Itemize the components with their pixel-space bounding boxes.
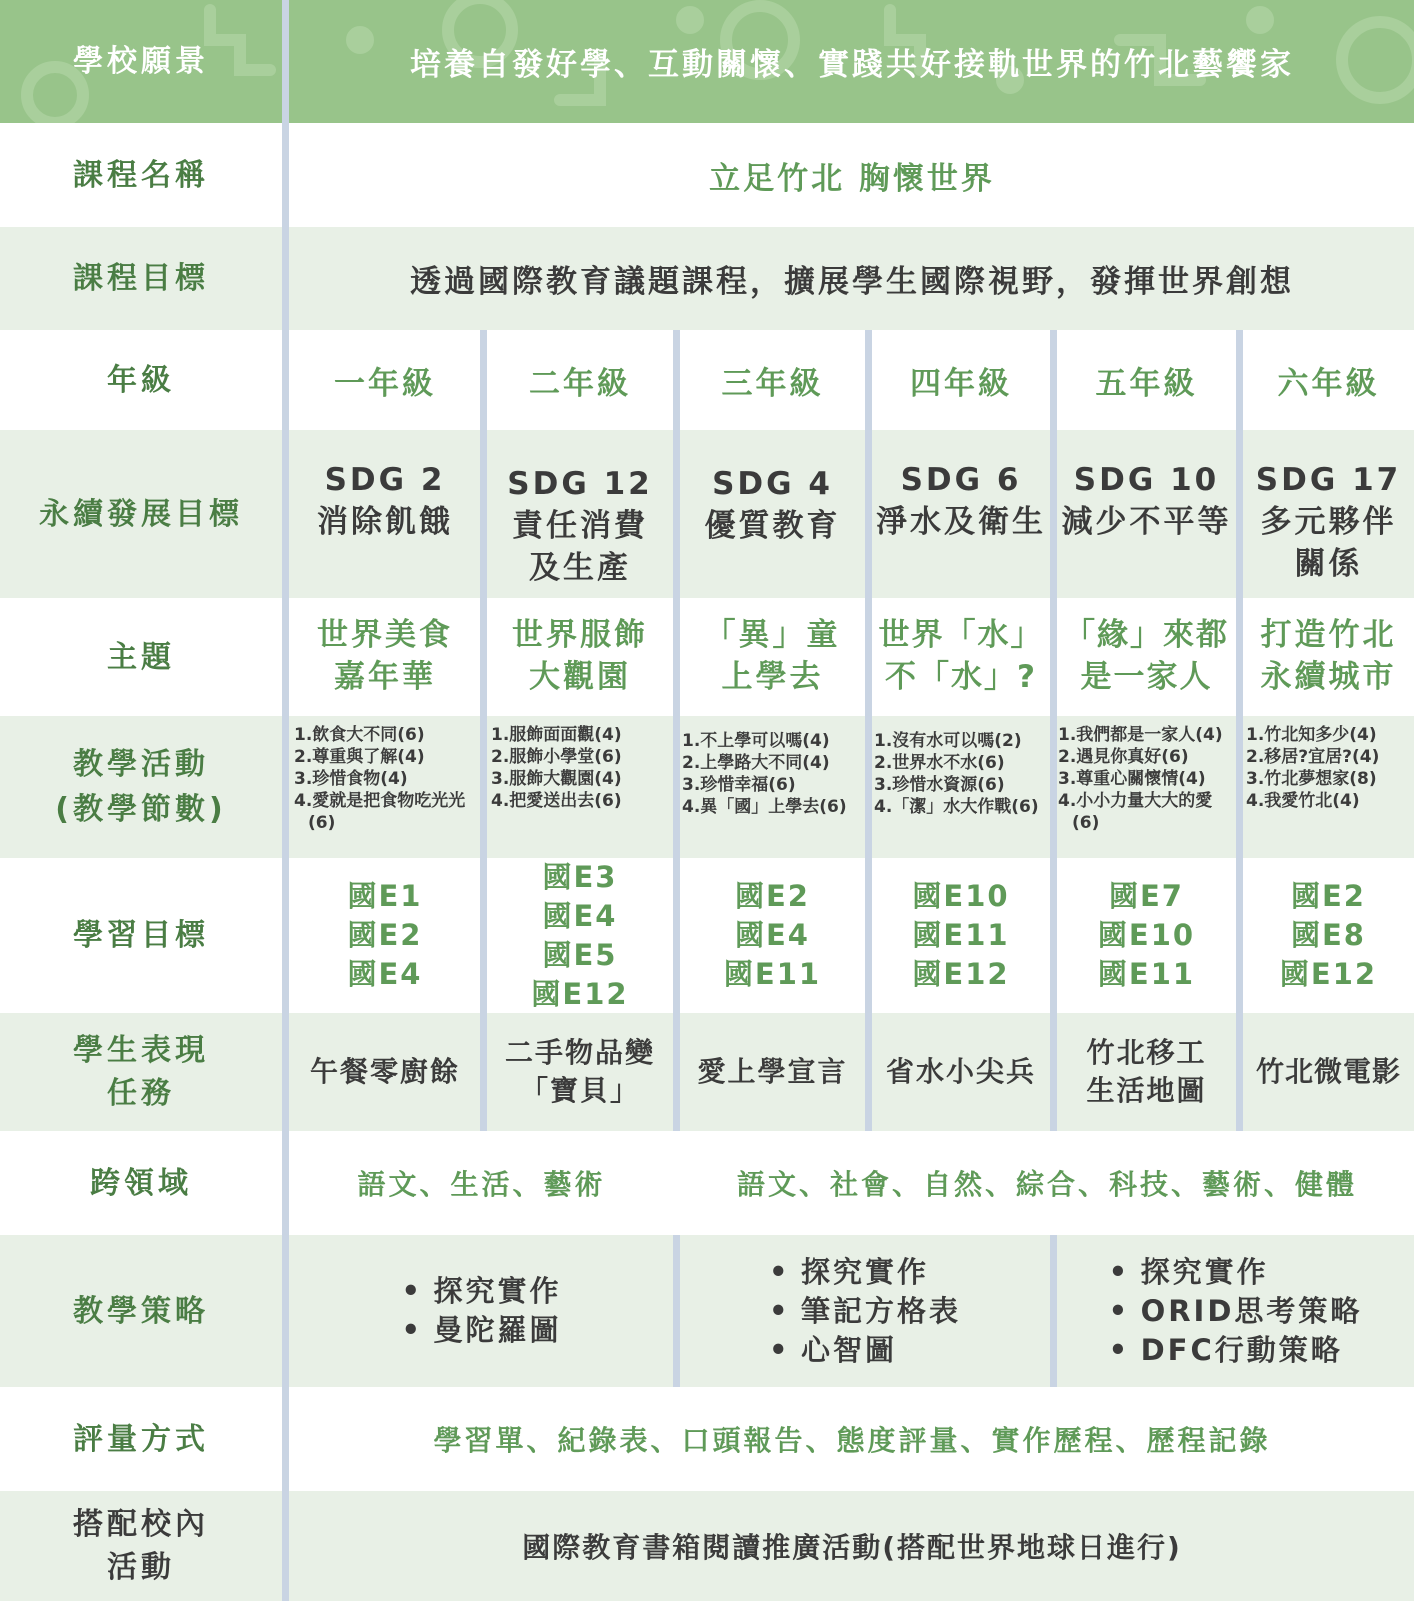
sdg-row — [0, 430, 1414, 598]
sdg-label: 永續發展目標 — [39, 496, 243, 532]
theme-label: 主題 — [107, 639, 175, 675]
activities-2 — [491, 716, 673, 858]
grade-2: 二年級 — [529, 365, 631, 402]
sdg-code: SDG 2 — [324, 462, 446, 498]
activity-item: 3.竹北夢想家(8) — [1246, 769, 1377, 789]
task-2: 二手物品變 「寶貝」 — [504, 1036, 655, 1107]
activity-item: 3.珍惜水資源(6) — [874, 775, 1005, 795]
grade-5: 五年級 — [1095, 365, 1198, 402]
vision-label: 學校願景 — [73, 44, 209, 79]
school-activity-label: 搭配校內 活動 — [73, 1506, 209, 1585]
school-activity-text: 國際教育書箱閱讀推廣活動(搭配世界地球日進行) — [522, 1531, 1182, 1564]
column-divider — [1050, 330, 1057, 1131]
activity-item: 1.飲食大不同(6) — [294, 725, 425, 745]
activity-item: 1.竹北知多少(4) — [1246, 725, 1377, 745]
assessment-text: 學習單、紀錄表、口頭報告、態度評量、實作歷程、歷程記錄 — [433, 1424, 1271, 1457]
goal-code: 國E4 — [347, 957, 423, 991]
strategy-list — [401, 1272, 561, 1350]
course-goal-row — [0, 227, 1414, 330]
sdg-6 — [1243, 430, 1414, 598]
activity-list — [1246, 724, 1379, 812]
activity-item: 4.小小力量大大的愛(6) — [1058, 791, 1213, 833]
theme-5: 「緣」來都 是一家人 — [1064, 617, 1229, 695]
assessment-row — [0, 1387, 1414, 1491]
sdg-code: SDG 17 — [1255, 462, 1402, 498]
activities-row — [0, 716, 1414, 858]
activity-item: 1.不上學可以嗎(4) — [682, 731, 830, 751]
goal-code: 國E8 — [1291, 918, 1366, 952]
theme-2: 世界服飾 大觀園 — [512, 617, 648, 695]
learning-goals-4 — [872, 858, 1050, 1013]
course-goal-text: 透過國際教育議題課程，擴展學生國際視野，發揮世界創想 — [410, 264, 1294, 300]
activity-list — [1058, 724, 1238, 834]
goal-code: 國E4 — [735, 918, 810, 952]
assessment-label: 評量方式 — [73, 1421, 209, 1457]
strategy-group-3 — [1057, 1235, 1414, 1387]
task-3: 愛上學宣言 — [697, 1055, 848, 1089]
goal-code: 國E10 — [912, 879, 1010, 913]
activities-1 — [294, 716, 480, 858]
strategy-item: • 曼陀羅圖 — [401, 1311, 561, 1350]
activity-item: 4.我愛竹北(4) — [1246, 791, 1360, 811]
strategy-item: • 心智圖 — [769, 1331, 961, 1370]
learning-goals-5 — [1057, 858, 1236, 1013]
activity-item: 4.異「國」上學去(6) — [682, 797, 847, 817]
cross-domain-row — [0, 1131, 1414, 1235]
learning-goals-2 — [487, 858, 673, 1013]
strategy-item: • 探究實作 — [1109, 1253, 1363, 1292]
activities-label-line2: (教學節數) — [55, 792, 227, 827]
grade-3: 三年級 — [721, 365, 824, 402]
goal-code: 國E12 — [531, 976, 629, 1011]
activities-label-line1: 教學活動 — [73, 747, 209, 782]
activity-item: 2.世界水不水(6) — [874, 753, 1005, 773]
strategy-list — [1109, 1253, 1363, 1370]
theme-3: 「異」童 上學去 — [704, 617, 841, 695]
task-1: 午餐零廚餘 — [309, 1055, 460, 1089]
goal-code: 國E4 — [542, 898, 618, 933]
task-5: 竹北移工 生活地圖 — [1086, 1036, 1207, 1107]
vision-text: 培養自發好學、互動關懷、實踐共好接軌世界的竹北藝饗家 — [410, 47, 1294, 83]
sdg-code: SDG 12 — [507, 466, 653, 502]
strategy-group-2 — [680, 1235, 1050, 1387]
goal-code: 國E12 — [1279, 957, 1378, 991]
strategy-item: • 筆記方格表 — [769, 1292, 961, 1331]
strategy-group-1 — [290, 1235, 673, 1387]
goal-code: 國E2 — [735, 879, 810, 913]
learning-goals-label: 學習目標 — [73, 918, 209, 953]
sdg-code: SDG 10 — [1073, 462, 1220, 498]
activity-item: 4.愛就是把食物吃光光(6) — [294, 791, 466, 833]
goal-code: 國E11 — [912, 918, 1010, 952]
activity-item: 1.我們都是一家人(4) — [1058, 725, 1223, 745]
learning-goals-1 — [290, 858, 480, 1013]
grade-4: 四年級 — [910, 365, 1012, 402]
cross-domain-high: 語文、社會、自然、綜合、科技、藝術、健體 — [736, 1168, 1357, 1201]
goal-code: 國E2 — [1291, 879, 1366, 913]
school-activity-row — [0, 1491, 1414, 1601]
goal-code: 國E3 — [542, 859, 618, 894]
goal-code: 國E2 — [347, 918, 423, 952]
strategy-item: • DFC行動策略 — [1109, 1331, 1363, 1370]
activity-item: 4.「潔」水大作戰(6) — [874, 797, 1039, 817]
goal-code: 國E5 — [542, 937, 618, 972]
strategy-row — [0, 1235, 1414, 1387]
sdg-code: SDG 6 — [900, 462, 1022, 498]
cross-domain-low: 語文、生活、藝術 — [357, 1168, 606, 1201]
activity-item: 2.上學路大不同(4) — [682, 753, 830, 773]
theme-row — [0, 598, 1414, 716]
activity-list — [874, 730, 1039, 818]
grade-label: 年級 — [107, 362, 175, 398]
theme-4: 世界「水」 不「水」? — [878, 617, 1044, 695]
column-divider — [865, 330, 872, 1131]
activity-item: 1.沒有水可以嗎(2) — [874, 731, 1022, 751]
column-divider — [480, 330, 487, 1131]
sdg-4 — [872, 430, 1050, 598]
tasks-label: 學生表現 任務 — [73, 1032, 209, 1111]
column-divider — [673, 1235, 680, 1387]
course-name-row — [0, 123, 1414, 227]
sdg-2 — [487, 430, 673, 598]
goal-code: 國E10 — [1097, 918, 1196, 952]
sdg-5 — [1057, 430, 1236, 598]
grade-1: 一年級 — [334, 365, 436, 402]
grade-row — [0, 330, 1414, 430]
activity-list — [491, 724, 622, 812]
activity-list — [294, 724, 480, 834]
goal-code: 國E1 — [347, 879, 423, 913]
activity-item: 3.服飾大觀園(4) — [491, 769, 622, 789]
course-name-text: 立足竹北 胸懷世界 — [709, 160, 995, 197]
sdg-3 — [680, 430, 865, 598]
sdg-code: SDG 4 — [712, 466, 833, 502]
column-divider — [673, 330, 680, 1131]
learning-goals-row — [0, 858, 1414, 1013]
sdg-name: 優質教育 — [704, 507, 841, 544]
task-4: 省水小尖兵 — [885, 1055, 1036, 1089]
column-divider — [1236, 330, 1243, 1131]
learning-goals-6 — [1243, 858, 1414, 1013]
theme-1: 世界美食 嘉年華 — [317, 617, 453, 695]
goal-code: 國E11 — [723, 957, 822, 991]
task-6: 竹北微電影 — [1255, 1055, 1401, 1089]
goal-code: 國E12 — [912, 957, 1010, 991]
sdg-name: 責任消費 及生產 — [512, 507, 648, 586]
activities-label — [0, 716, 282, 858]
strategy-item: • ORID思考策略 — [1109, 1292, 1363, 1331]
strategy-item: • 探究實作 — [401, 1272, 561, 1311]
activity-item: 2.移居?宜居?(4) — [1246, 747, 1380, 767]
activity-item: 2.遇見你真好(6) — [1058, 747, 1189, 767]
sdg-1 — [290, 430, 480, 598]
tasks-row — [0, 1013, 1414, 1131]
activity-item: 1.服飾面面觀(4) — [491, 725, 622, 745]
course-name-label: 課程名稱 — [73, 157, 209, 193]
learning-goals-3 — [680, 858, 865, 1013]
column-divider — [1050, 1235, 1057, 1387]
strategy-list — [769, 1253, 961, 1370]
activity-list — [682, 730, 847, 818]
goal-code: 國E11 — [1097, 957, 1196, 991]
sdg-name: 多元夥伴 關係 — [1260, 503, 1397, 582]
sdg-name: 減少不平等 — [1061, 503, 1232, 540]
activity-item: 2.尊重與了解(4) — [294, 747, 425, 767]
goal-code: 國E7 — [1109, 879, 1184, 913]
theme-6: 打造竹北 永續城市 — [1260, 617, 1397, 695]
cross-domain-label: 跨領域 — [90, 1165, 192, 1201]
grade-6: 六年級 — [1277, 365, 1380, 402]
sdg-name: 消除飢餓 — [317, 503, 453, 540]
vision-row — [0, 0, 1414, 123]
activities-4 — [874, 716, 1056, 858]
strategy-label: 教學策略 — [73, 1293, 209, 1329]
sdg-name: 淨水及衛生 — [876, 503, 1046, 540]
activity-item: 3.珍惜幸福(6) — [682, 775, 796, 795]
activity-item: 3.珍惜食物(4) — [294, 769, 408, 789]
activity-item: 3.尊重心關懷情(4) — [1058, 769, 1206, 789]
activity-item: 2.服飾小學堂(6) — [491, 747, 622, 767]
activities-5 — [1058, 716, 1238, 858]
course-goal-label: 課程目標 — [73, 261, 209, 296]
label-column-divider — [282, 0, 289, 1601]
activities-6 — [1246, 716, 1414, 858]
strategy-item: • 探究實作 — [769, 1253, 961, 1292]
activities-3 — [682, 716, 872, 858]
activity-item: 4.把愛送出去(6) — [491, 791, 622, 811]
